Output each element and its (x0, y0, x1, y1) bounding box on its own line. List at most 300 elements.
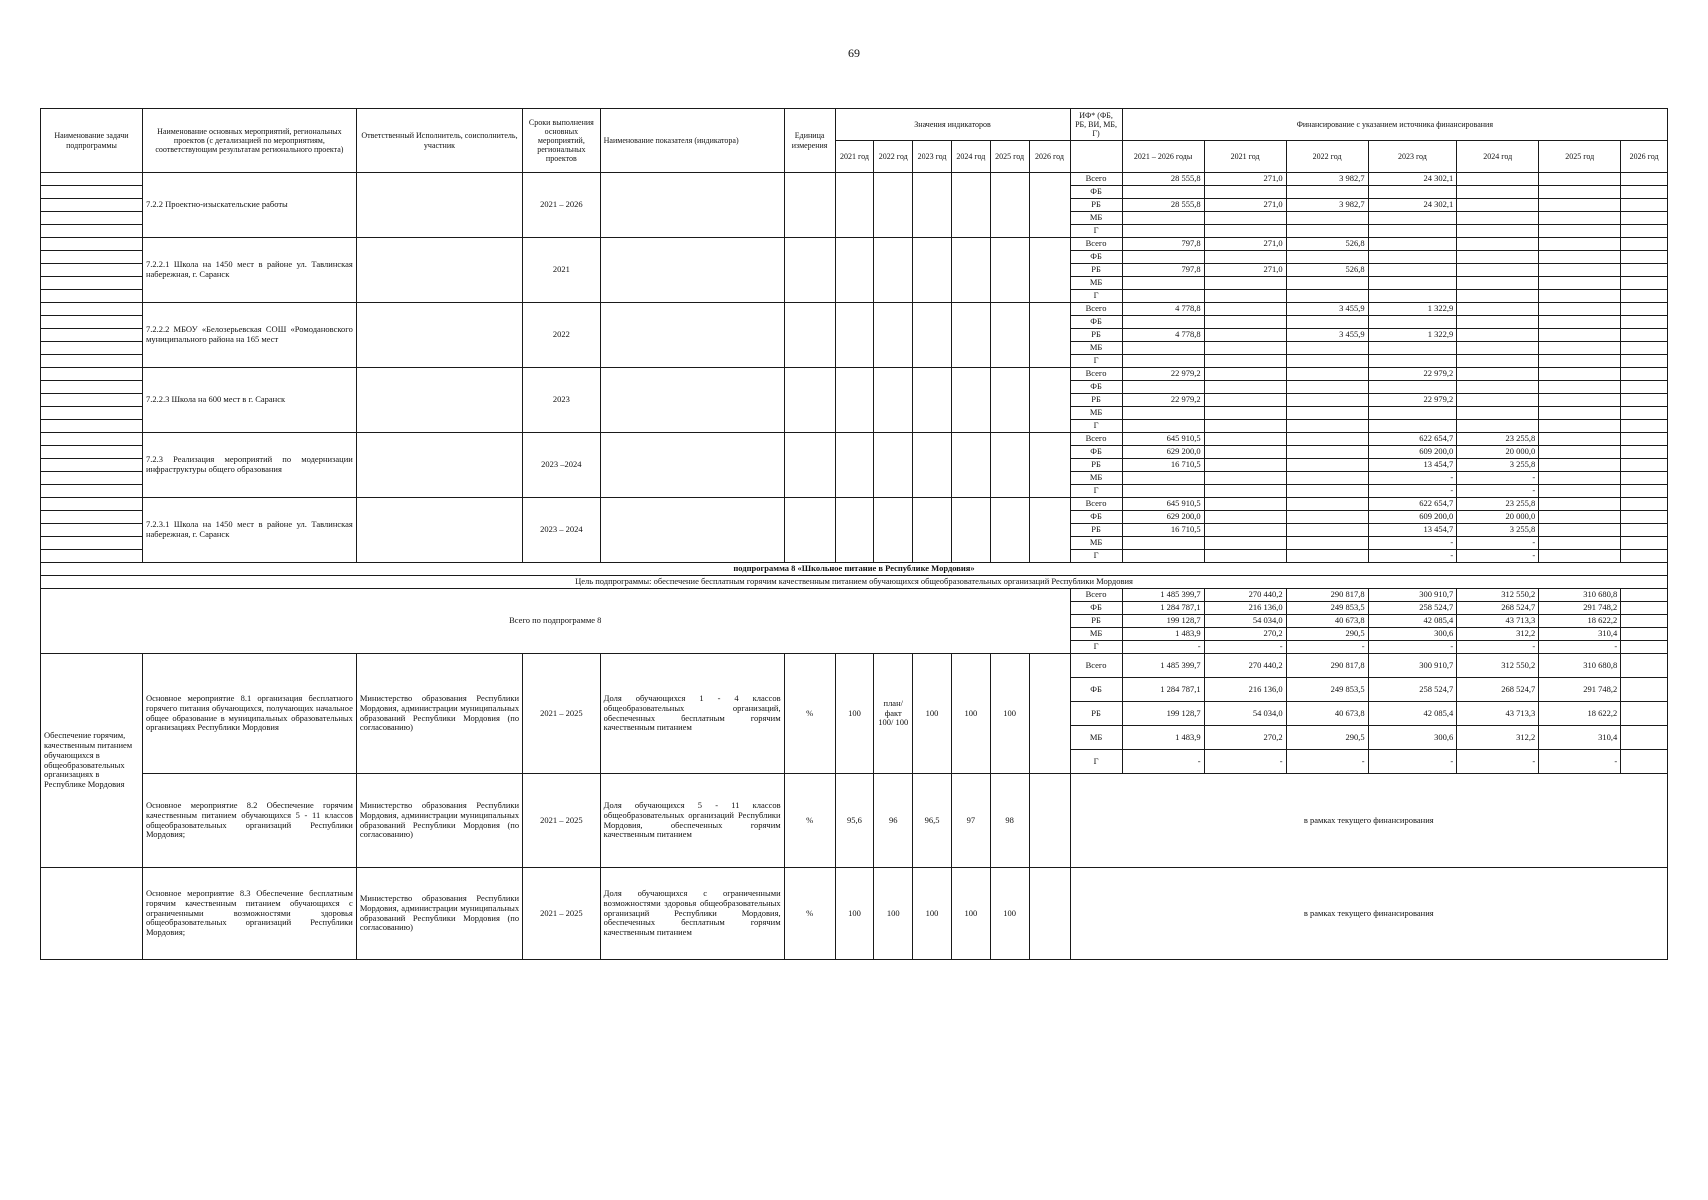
indicator-value-cell (951, 173, 990, 238)
finance-cell (1457, 316, 1539, 329)
finance-cell: 18 622,2 (1539, 615, 1621, 628)
finance-cell (1539, 550, 1621, 563)
finance-cell (1457, 264, 1539, 277)
unit-cell (784, 498, 835, 563)
finance-cell (1286, 342, 1368, 355)
finance-cell: - (1204, 750, 1286, 774)
finance-cell (1539, 264, 1621, 277)
task-cell (41, 212, 143, 225)
finance-cell (1286, 433, 1368, 446)
source-code-cell: МБ (1070, 628, 1122, 641)
finance-cell (1122, 355, 1204, 368)
finance-cell: 300,6 (1368, 628, 1457, 641)
task-cell (41, 472, 143, 485)
finance-cell (1122, 225, 1204, 238)
indicator-value-cell: 100 (913, 654, 952, 774)
source-code-cell: МБ (1070, 212, 1122, 225)
task-cell (41, 498, 143, 511)
finance-cell (1457, 199, 1539, 212)
finance-cell: - (1286, 750, 1368, 774)
finance-cell: 526,8 (1286, 264, 1368, 277)
indicator-value-cell (990, 238, 1029, 303)
finance-cell (1539, 472, 1621, 485)
indicator-value-cell (913, 303, 952, 368)
header-indicator: Наименование показателя (индикатора) (600, 109, 784, 173)
executor-cell (356, 498, 522, 563)
finance-cell: 4 778,8 (1122, 303, 1204, 316)
indicator-value-cell (990, 498, 1029, 563)
finance-cell (1122, 342, 1204, 355)
finance-cell (1122, 186, 1204, 199)
finance-cell: 290 817,8 (1286, 654, 1368, 678)
finance-cell: 22 979,2 (1122, 394, 1204, 407)
finance-cell: 3 455,9 (1286, 329, 1368, 342)
finance-cell (1204, 251, 1286, 264)
finance-cell: 28 555,8 (1122, 173, 1204, 186)
finance-cell (1621, 750, 1668, 774)
period-cell: 2021 (523, 238, 601, 303)
header-source-blank (1070, 141, 1122, 173)
finance-cell: 270,2 (1204, 726, 1286, 750)
finance-cell: 290 817,8 (1286, 589, 1368, 602)
finance-cell: 22 979,2 (1122, 368, 1204, 381)
source-code-cell: РБ (1070, 524, 1122, 537)
measure-row (41, 774, 1668, 868)
period-cell: 2022 (523, 303, 601, 368)
finance-cell (1457, 290, 1539, 303)
finance-cell (1122, 251, 1204, 264)
source-code-cell: ФБ (1070, 511, 1122, 524)
task-cell (41, 238, 143, 251)
finance-cell: 20 000,0 (1457, 511, 1539, 524)
finance-cell (1539, 485, 1621, 498)
finance-cell (1286, 420, 1368, 433)
finance-cell (1286, 186, 1368, 199)
task-cell (41, 446, 143, 459)
indicator-value-cell: 100 (990, 654, 1029, 774)
finance-cell (1621, 628, 1668, 641)
finance-cell: 16 710,5 (1122, 524, 1204, 537)
finance-cell: 23 255,8 (1457, 498, 1539, 511)
indicator-value-cell (835, 433, 874, 498)
indicator-cell (600, 238, 784, 303)
finance-cell (1539, 251, 1621, 264)
finance-cell (1539, 329, 1621, 342)
executor-cell (356, 368, 522, 433)
finance-cell (1204, 433, 1286, 446)
task-cell (41, 251, 143, 264)
finance-cell: - (1457, 750, 1539, 774)
finance-cell: 258 524,7 (1368, 602, 1457, 615)
unit-cell: % (784, 868, 835, 960)
finance-cell (1204, 342, 1286, 355)
finance-cell (1204, 472, 1286, 485)
finance-cell (1539, 355, 1621, 368)
finance-cell: 629 200,0 (1122, 511, 1204, 524)
finance-cell (1539, 537, 1621, 550)
indicator-value-cell (951, 238, 990, 303)
finance-cell (1539, 381, 1621, 394)
finance-cell: 22 979,2 (1368, 368, 1457, 381)
indicator-value-cell (913, 433, 952, 498)
header-year: 2023 год (913, 141, 952, 173)
indicator-value-cell (835, 173, 874, 238)
indicator-cell (600, 303, 784, 368)
indicator-value-cell: 100 (951, 654, 990, 774)
indicator-value-cell: 96 (874, 774, 913, 868)
indicator-value-cell: 98 (990, 774, 1029, 868)
task-cell (41, 433, 143, 446)
source-code-cell: ФБ (1070, 446, 1122, 459)
source-code-cell: Г (1070, 355, 1122, 368)
task-cell (41, 225, 143, 238)
finance-cell: 291 748,2 (1539, 678, 1621, 702)
finance-cell: 1 483,9 (1122, 628, 1204, 641)
task-cell (41, 355, 143, 368)
finance-cell (1539, 368, 1621, 381)
indicator-value-cell: 100 (951, 868, 990, 960)
unit-cell (784, 238, 835, 303)
source-code-cell: РБ (1070, 702, 1122, 726)
finance-cell: 797,8 (1122, 238, 1204, 251)
finance-cell (1621, 446, 1668, 459)
finance-cell (1621, 329, 1668, 342)
finance-row (41, 433, 1668, 446)
finance-cell: - (1457, 550, 1539, 563)
period-cell: 2021 – 2025 (523, 654, 601, 774)
indicator-value-cell (913, 498, 952, 563)
finance-cell: 312,2 (1457, 726, 1539, 750)
source-code-cell: Всего (1070, 238, 1122, 251)
finance-cell: 797,8 (1122, 264, 1204, 277)
finance-cell (1621, 726, 1668, 750)
indicator-value-cell (990, 303, 1029, 368)
source-code-cell: Г (1070, 641, 1122, 654)
finance-cell (1539, 511, 1621, 524)
finance-cell: 20 000,0 (1457, 446, 1539, 459)
finance-cell: 622 654,7 (1368, 498, 1457, 511)
source-code-cell: Всего (1070, 498, 1122, 511)
finance-cell: 268 524,7 (1457, 602, 1539, 615)
projects-body (41, 173, 1668, 563)
finance-cell: 24 302,1 (1368, 173, 1457, 186)
finance-cell: 18 622,2 (1539, 702, 1621, 726)
period-cell: 2021 – 2026 (523, 173, 601, 238)
indicator-value-cell (990, 368, 1029, 433)
indicator-value-cell (1029, 868, 1070, 960)
subprogram-title: подпрограмма 8 «Школьное питание в Республике Мордовия» (41, 563, 1668, 576)
finance-cell (1286, 225, 1368, 238)
finance-cell (1621, 459, 1668, 472)
measure-name-cell: 7.2.2 Проектно-изыскательские работы (142, 173, 356, 238)
finance-cell (1539, 199, 1621, 212)
finance-cell: 22 979,2 (1368, 394, 1457, 407)
header-year: 2021 год (835, 141, 874, 173)
finance-cell: 3 982,7 (1286, 199, 1368, 212)
finance-cell: 310,4 (1539, 628, 1621, 641)
executor-cell: Министерство образования Республики Мордовия, администрации муниципальных образований Республики Мордовия (по согласованию) (356, 654, 522, 774)
header-year: 2026 год (1029, 141, 1070, 173)
source-code-cell: РБ (1070, 199, 1122, 212)
measure-name-cell: 7.2.3 Реализация мероприятий по модернизации инфраструктуры общего образования (142, 433, 356, 498)
finance-row (41, 173, 1668, 186)
finance-cell (1621, 654, 1668, 678)
finance-cell: 268 524,7 (1457, 678, 1539, 702)
measure-row (41, 868, 1668, 960)
finance-note-cell: в рамках текущего финансирования (1070, 868, 1668, 960)
task-cell (41, 186, 143, 199)
finance-cell: - (1457, 472, 1539, 485)
indicator-value-cell (913, 173, 952, 238)
finance-cell: 300 910,7 (1368, 589, 1457, 602)
source-code-cell: МБ (1070, 277, 1122, 290)
finance-cell (1621, 381, 1668, 394)
indicator-value-cell (874, 433, 913, 498)
unit-cell (784, 303, 835, 368)
subprogram-goal: Цель подпрограммы: обеспечение бесплатным горячим качественным питанием обучающихся общеобразовательных организаций Республики Мордовия (41, 576, 1668, 589)
finance-row (41, 303, 1668, 316)
finance-cell: 312 550,2 (1457, 654, 1539, 678)
finance-cell (1122, 472, 1204, 485)
finance-cell: 291 748,2 (1539, 602, 1621, 615)
finance-cell (1286, 290, 1368, 303)
finance-cell: 1 485 399,7 (1122, 589, 1204, 602)
finance-cell (1539, 394, 1621, 407)
finance-cell (1122, 277, 1204, 290)
finance-cell (1621, 641, 1668, 654)
indicator-cell (600, 498, 784, 563)
executor-cell: Министерство образования Республики Мордовия, администрации муниципальных образований Республики Мордовия (по согласованию) (356, 868, 522, 960)
finance-note-cell: в рамках текущего финансирования (1070, 774, 1668, 868)
finance-cell (1368, 316, 1457, 329)
finance-cell: 42 085,4 (1368, 615, 1457, 628)
finance-cell (1621, 173, 1668, 186)
indicator-cell (600, 173, 784, 238)
finance-cell (1621, 199, 1668, 212)
finance-cell (1368, 290, 1457, 303)
finance-cell: 271,0 (1204, 238, 1286, 251)
task-cell (41, 342, 143, 355)
task-cell (41, 550, 143, 563)
finance-cell: 54 034,0 (1204, 702, 1286, 726)
finance-cell (1457, 251, 1539, 264)
measure-name-cell: 7.2.2.3 Школа на 600 мест в г. Саранск (142, 368, 356, 433)
finance-cell (1368, 355, 1457, 368)
finance-cell (1286, 537, 1368, 550)
source-code-cell: ФБ (1070, 251, 1122, 264)
finance-cell (1286, 394, 1368, 407)
indicator-value-cell (951, 498, 990, 563)
task-cell (41, 316, 143, 329)
task-cell (41, 394, 143, 407)
finance-cell: 310,4 (1539, 726, 1621, 750)
finance-cell: - (1457, 641, 1539, 654)
indicator-value-cell: 95,6 (835, 774, 874, 868)
indicator-value-cell (835, 303, 874, 368)
finance-cell (1621, 251, 1668, 264)
finance-cell (1122, 290, 1204, 303)
subprogram-title-row (41, 563, 1668, 576)
indicator-value-cell: 100 (835, 654, 874, 774)
indicator-value-cell (1029, 173, 1070, 238)
finance-cell (1204, 524, 1286, 537)
source-code-cell: Всего (1070, 433, 1122, 446)
executor-cell (356, 303, 522, 368)
finance-cell (1621, 238, 1668, 251)
finance-cell: 199 128,7 (1122, 615, 1204, 628)
unit-cell: % (784, 774, 835, 868)
source-code-cell: Г (1070, 290, 1122, 303)
indicator-value-cell (1029, 368, 1070, 433)
finance-cell (1122, 316, 1204, 329)
finance-cell (1621, 524, 1668, 537)
finance-cell (1204, 186, 1286, 199)
header-fin-year: 2024 год (1457, 141, 1539, 173)
finance-cell (1204, 225, 1286, 238)
source-code-cell: Г (1070, 550, 1122, 563)
finance-cell (1204, 537, 1286, 550)
finance-cell (1621, 186, 1668, 199)
finance-cell: 4 778,8 (1122, 329, 1204, 342)
finance-cell (1539, 316, 1621, 329)
finance-cell: - (1368, 472, 1457, 485)
subprogram-goal-row (41, 576, 1668, 589)
finance-cell (1457, 173, 1539, 186)
finance-cell (1457, 342, 1539, 355)
finance-cell: - (1122, 641, 1204, 654)
finance-cell (1122, 485, 1204, 498)
unit-cell: % (784, 654, 835, 774)
finance-cell (1621, 498, 1668, 511)
finance-cell (1621, 472, 1668, 485)
executor-cell (356, 173, 522, 238)
finance-cell: 526,8 (1286, 238, 1368, 251)
source-code-cell: Всего (1070, 654, 1122, 678)
finance-cell (1204, 212, 1286, 225)
indicator-value-cell (874, 303, 913, 368)
finance-cell: 270 440,2 (1204, 654, 1286, 678)
subprogram-body (41, 563, 1668, 960)
finance-cell: 622 654,7 (1368, 433, 1457, 446)
finance-cell (1286, 511, 1368, 524)
source-code-cell: РБ (1070, 459, 1122, 472)
finance-cell: 290,5 (1286, 726, 1368, 750)
finance-cell (1368, 212, 1457, 225)
finance-cell (1621, 537, 1668, 550)
finance-cell: - (1368, 537, 1457, 550)
finance-cell: 23 255,8 (1457, 433, 1539, 446)
finance-cell: 258 524,7 (1368, 678, 1457, 702)
finance-cell (1621, 290, 1668, 303)
finance-cell (1204, 368, 1286, 381)
indicator-value-cell (913, 238, 952, 303)
finance-cell: 645 910,5 (1122, 498, 1204, 511)
indicator-value-cell (951, 303, 990, 368)
finance-cell: 310 680,8 (1539, 654, 1621, 678)
header-unit: Единица измерения (784, 109, 835, 173)
header-finance: Финансирование с указанием источника финансирования (1122, 109, 1667, 141)
source-code-cell: Г (1070, 225, 1122, 238)
finance-cell (1286, 277, 1368, 290)
period-cell: 2023 – 2024 (523, 498, 601, 563)
header-year: 2024 год (951, 141, 990, 173)
finance-cell (1204, 511, 1286, 524)
finance-cell: 16 710,5 (1122, 459, 1204, 472)
source-code-cell: ФБ (1070, 316, 1122, 329)
finance-cell (1204, 498, 1286, 511)
source-code-cell: РБ (1070, 329, 1122, 342)
finance-cell: 54 034,0 (1204, 615, 1286, 628)
finance-cell: 1 485 399,7 (1122, 654, 1204, 678)
finance-cell (1122, 550, 1204, 563)
finance-cell (1204, 394, 1286, 407)
source-code-cell: Всего (1070, 589, 1122, 602)
indicator-value-cell (951, 433, 990, 498)
finance-cell (1457, 420, 1539, 433)
finance-cell (1621, 511, 1668, 524)
finance-cell (1621, 602, 1668, 615)
finance-cell (1286, 251, 1368, 264)
finance-cell: 270,2 (1204, 628, 1286, 641)
finance-cell (1286, 485, 1368, 498)
finance-cell: 216 136,0 (1204, 678, 1286, 702)
finance-cell (1539, 420, 1621, 433)
period-cell: 2021 – 2025 (523, 868, 601, 960)
finance-cell (1286, 459, 1368, 472)
unit-cell (784, 433, 835, 498)
finance-cell: 216 136,0 (1204, 602, 1286, 615)
source-code-cell: Г (1070, 420, 1122, 433)
finance-cell: 270 440,2 (1204, 589, 1286, 602)
finance-cell (1457, 186, 1539, 199)
source-code-cell: ФБ (1070, 678, 1122, 702)
measure-name-cell: 7.2.3.1 Школа на 1450 мест в районе ул. Тавлинская набережная, г. Саранск (142, 498, 356, 563)
finance-cell (1539, 186, 1621, 199)
finance-cell (1286, 407, 1368, 420)
finance-cell: 1 284 787,1 (1122, 678, 1204, 702)
indicator-value-cell: 100 (874, 868, 913, 960)
finance-cell: 199 128,7 (1122, 702, 1204, 726)
source-code-cell: МБ (1070, 407, 1122, 420)
finance-cell (1621, 355, 1668, 368)
executor-cell (356, 238, 522, 303)
period-cell: 2023 (523, 368, 601, 433)
finance-cell: 300,6 (1368, 726, 1457, 750)
task-cell (41, 524, 143, 537)
executor-cell (356, 433, 522, 498)
finance-cell (1368, 264, 1457, 277)
header-fin-year: 2022 год (1286, 141, 1368, 173)
task-cell (41, 199, 143, 212)
task-cell (41, 368, 143, 381)
finance-cell: 312 550,2 (1457, 589, 1539, 602)
header-fin-year: 2023 год (1368, 141, 1457, 173)
task-cell (41, 381, 143, 394)
header-period: Сроки выполнения основных мероприятий, региональных проектов (523, 109, 601, 173)
finance-cell: 3 255,8 (1457, 459, 1539, 472)
finance-cell (1457, 394, 1539, 407)
finance-cell (1621, 550, 1668, 563)
finance-cell: 40 673,8 (1286, 615, 1368, 628)
finance-cell: 43 713,3 (1457, 702, 1539, 726)
finance-cell: 1 322,9 (1368, 329, 1457, 342)
finance-cell: 609 200,0 (1368, 511, 1457, 524)
finance-cell: - (1368, 641, 1457, 654)
indicator-value-cell: 97 (951, 774, 990, 868)
task-cell (41, 407, 143, 420)
period-cell: 2021 – 2025 (523, 774, 601, 868)
indicator-value-cell (835, 498, 874, 563)
